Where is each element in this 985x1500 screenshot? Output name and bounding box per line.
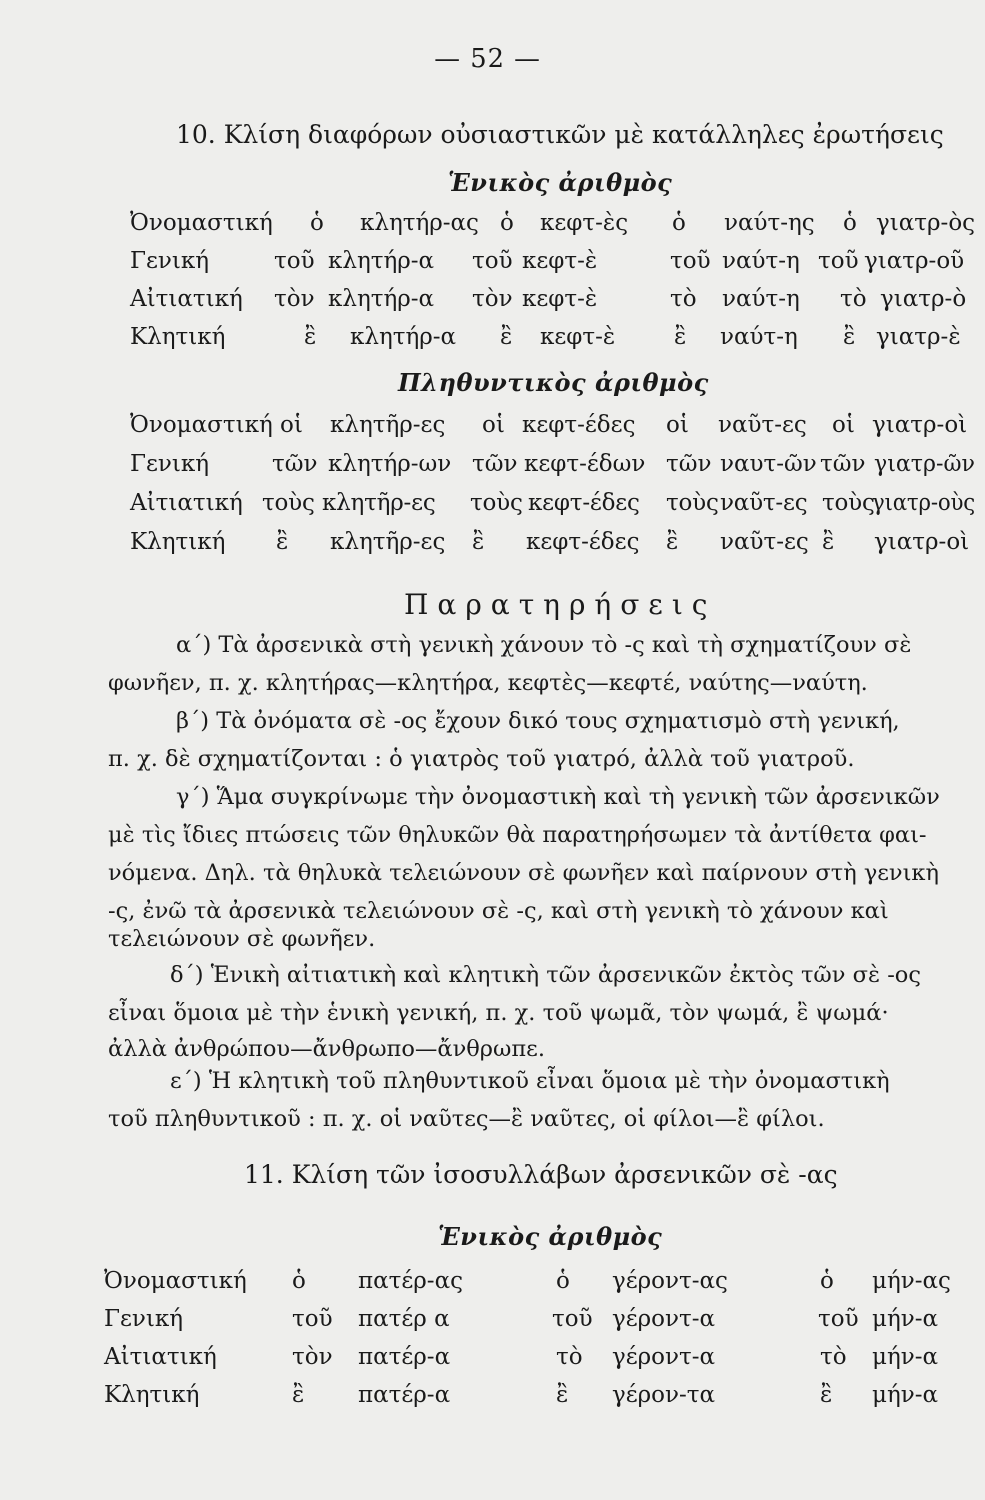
article: ἒ bbox=[472, 529, 485, 555]
paragraph-line: π. χ. δὲ σχηματίζονται : ὁ γιατρὸς τοῦ γιατρό, ἀλλὰ τοῦ γιατροῦ. bbox=[108, 746, 855, 772]
case-label: Κλητική bbox=[130, 324, 226, 350]
article: ἒ bbox=[500, 324, 513, 350]
article: ὁ bbox=[820, 1268, 834, 1294]
noun-form: ναύτ-ης bbox=[724, 210, 815, 236]
article: ὁ bbox=[292, 1268, 306, 1294]
observations-heading: Παρατηρήσεις bbox=[404, 588, 717, 621]
noun-form: μήν-α bbox=[872, 1306, 939, 1332]
article: τοὺς bbox=[470, 490, 523, 516]
noun-form: κεφτ-ὲ bbox=[540, 324, 616, 350]
article: οἱ bbox=[666, 412, 689, 438]
article: τῶν bbox=[272, 451, 318, 477]
article: τοῦ bbox=[292, 1306, 333, 1332]
article: ὁ bbox=[843, 210, 857, 236]
noun-form: πατέρ-ας bbox=[358, 1268, 463, 1294]
article: τὸν bbox=[292, 1344, 333, 1370]
noun-form: πατέρ-α bbox=[358, 1382, 451, 1408]
paragraph-line: τοῦ πληθυντικοῦ : π. χ. οἱ ναῦτες—ἒ ναῦτες, οἱ φίλοι—ἒ φίλοι. bbox=[108, 1106, 825, 1132]
noun-form: κλητῆρ-ες bbox=[322, 490, 436, 516]
noun-form: ναῦτ-ες bbox=[718, 412, 807, 438]
article: τὸν bbox=[274, 286, 315, 312]
article: τῶν bbox=[820, 451, 866, 477]
paragraph-line: δ΄) Ἑνικὴ αἰτιατικὴ καὶ κλητικὴ τῶν ἀρσενικῶν ἐκτὸς τῶν σὲ -ος bbox=[170, 962, 921, 988]
noun-form: κεφτ-έδων bbox=[524, 451, 646, 477]
noun-form: ναῦτ-ες bbox=[720, 529, 809, 555]
article: τοῦ bbox=[552, 1306, 593, 1332]
article: τοῦ bbox=[670, 248, 711, 274]
article: ἒ bbox=[843, 324, 856, 350]
noun-form: γιατρ-ὸ bbox=[880, 286, 967, 312]
noun-form: ναύτ-η bbox=[722, 248, 800, 274]
noun-form: γιατρ-ὸς bbox=[876, 210, 976, 236]
case-label: Ὀνομαστική bbox=[130, 412, 273, 438]
noun-form: μήν-α bbox=[872, 1344, 939, 1370]
paragraph-line: φωνῆεν, π. χ. κλητήρας—κλητήρα, κεφτὲς—κεφτέ, ναύτης—ναύτη. bbox=[108, 670, 868, 696]
article: ὁ bbox=[500, 210, 514, 236]
article: τοὺς bbox=[262, 490, 315, 516]
case-label: Αἰτιατική bbox=[130, 490, 243, 516]
noun-form: μήν-ας bbox=[872, 1268, 951, 1294]
article: τὸ bbox=[840, 286, 867, 312]
singular-heading-10: Ἑνικὸς ἀριθμὸς bbox=[448, 168, 673, 197]
article: τὸ bbox=[820, 1344, 847, 1370]
section-10-title: 10. Κλίση διαφόρων οὐσιαστικῶν μὲ κατάλληλες ἐρωτήσεις bbox=[176, 120, 944, 149]
noun-form: κλητῆρ-ες bbox=[330, 529, 446, 555]
article: τοῦ bbox=[472, 248, 513, 274]
case-label: Αἰτιατική bbox=[130, 286, 243, 312]
article: τὸ bbox=[670, 286, 697, 312]
noun-form: γιατρ-ῶν bbox=[874, 451, 975, 477]
noun-form: μήν-α bbox=[872, 1382, 939, 1408]
noun-form: κεφτ-ὲ bbox=[522, 248, 598, 274]
noun-form: γέροντ-α bbox=[612, 1344, 716, 1370]
paragraph-line: γ΄) Ἅμα συγκρίνωμε τὴν ὀνομαστικὴ καὶ τὴ γενικὴ τῶν ἀρσενικῶν bbox=[176, 784, 940, 810]
article: ἒ bbox=[276, 529, 289, 555]
noun-form: γέροντ-ας bbox=[612, 1268, 728, 1294]
article: τοὺς bbox=[822, 490, 875, 516]
noun-form: γιατρ-οὺς bbox=[872, 490, 976, 516]
article: τοὺς bbox=[666, 490, 719, 516]
noun-form: γιατρ-ὲ bbox=[876, 324, 961, 350]
article: ἒ bbox=[674, 324, 687, 350]
noun-form: γιατρ-οὶ bbox=[874, 529, 970, 555]
article: ἒ bbox=[822, 529, 835, 555]
case-label: Ὀνομαστική bbox=[130, 210, 273, 236]
paragraph-line: νόμενα. Δηλ. τὰ θηλυκὰ τελειώνουν σὲ φωνῆεν καὶ παίρνουν στὴ γενικὴ bbox=[108, 860, 939, 886]
article: οἱ bbox=[832, 412, 855, 438]
article: οἱ bbox=[280, 412, 303, 438]
article: τοῦ bbox=[818, 248, 859, 274]
noun-form: κλητήρ-ας bbox=[360, 210, 479, 236]
case-label: Γενική bbox=[104, 1306, 184, 1332]
article: τοῦ bbox=[274, 248, 315, 274]
noun-form: κεφτ-έδες bbox=[522, 412, 636, 438]
paragraph-line: ε΄) Ἡ κλητικὴ τοῦ πληθυντικοῦ εἶναι ὅμοια μὲ τὴν ὀνομαστικὴ bbox=[170, 1068, 890, 1094]
noun-form: κλητήρ-ων bbox=[328, 451, 452, 477]
noun-form: γέροντ-α bbox=[612, 1306, 716, 1332]
article: τοῦ bbox=[818, 1306, 859, 1332]
noun-form: κεφτ-έδες bbox=[528, 490, 640, 516]
noun-form: κλητῆρ-ες bbox=[330, 412, 446, 438]
paragraph-line: -ς, ἐνῶ τὰ ἀρσενικὰ τελειώνουν σὲ -ς, καὶ στὴ γενικὴ τὸ χάνουν καὶ bbox=[108, 898, 889, 924]
singular-heading-11: Ἑνικὸς ἀριθμὸς bbox=[438, 1222, 663, 1251]
article: ἒ bbox=[556, 1382, 569, 1408]
article: ὁ bbox=[672, 210, 686, 236]
article: ἒ bbox=[820, 1382, 833, 1408]
case-label: Κλητική bbox=[104, 1382, 200, 1408]
noun-form: ναυτ-ῶν bbox=[720, 451, 817, 477]
noun-form: γέρον-τα bbox=[612, 1382, 716, 1408]
paragraph-line: τελειώνουν σὲ φωνῆεν. bbox=[108, 926, 376, 952]
paragraph-line: α΄) Τὰ ἀρσενικὰ στὴ γενικὴ χάνουν τὸ -ς καὶ τὴ σχηματίζουν σὲ bbox=[176, 632, 912, 658]
noun-form: πατέρ-α bbox=[358, 1344, 451, 1370]
paragraph-line: ἀλλὰ ἀνθρώπου—ἄνθρωπο—ἄνθρωπε. bbox=[108, 1036, 545, 1062]
plural-heading-10: Πληθυντικὸς ἀριθμὸς bbox=[398, 368, 709, 397]
noun-form: ναύτ-η bbox=[720, 324, 798, 350]
noun-form: ναῦτ-ες bbox=[720, 490, 808, 516]
article: οἱ bbox=[482, 412, 505, 438]
noun-form: κλητήρ-α bbox=[328, 248, 435, 274]
noun-form: κλητήρ-α bbox=[350, 324, 457, 350]
paragraph-line: β΄) Τὰ ὀνόματα σὲ -ος ἔχουν δικό τους σχηματισμὸ στὴ γενική, bbox=[176, 708, 900, 734]
paragraph-line: εἶναι ὅμοια μὲ τὴν ἑνικὴ γενική, π. χ. τοῦ ψωμᾶ, τὸν ψωμά, ἒ ψωμά· bbox=[108, 1000, 889, 1026]
article: τῶν bbox=[472, 451, 518, 477]
case-label: Ὀνομαστική bbox=[104, 1268, 247, 1294]
article: ὁ bbox=[310, 210, 324, 236]
page-number: — 52 — bbox=[434, 44, 541, 74]
article: ὁ bbox=[556, 1268, 570, 1294]
noun-form: κλητήρ-α bbox=[328, 286, 435, 312]
article: τὸ bbox=[556, 1344, 583, 1370]
case-label: Κλητική bbox=[130, 529, 226, 555]
article: ἒ bbox=[304, 324, 317, 350]
case-label: Αἰτιατική bbox=[104, 1344, 217, 1370]
noun-form: κεφτ-ὲς bbox=[540, 210, 629, 236]
article: ἒ bbox=[666, 529, 679, 555]
noun-form: κεφτ-ὲ bbox=[522, 286, 598, 312]
case-label: Γενική bbox=[130, 248, 210, 274]
noun-form: πατέρ α bbox=[358, 1306, 450, 1332]
section-11-title: 11. Κλίση τῶν ἰσοσυλλάβων ἀρσενικῶν σὲ -ας bbox=[244, 1160, 838, 1189]
noun-form: γιατρ-οῦ bbox=[864, 248, 965, 274]
noun-form: ναύτ-η bbox=[722, 286, 800, 312]
article: τὸν bbox=[472, 286, 513, 312]
case-label: Γενική bbox=[130, 451, 210, 477]
noun-form: γιατρ-οὶ bbox=[872, 412, 968, 438]
article: τῶν bbox=[666, 451, 712, 477]
noun-form: κεφτ-έδες bbox=[526, 529, 640, 555]
paragraph-line: μὲ τὶς ἴδιες πτώσεις τῶν θηλυκῶν θὰ παρατηρήσωμεν τὰ ἀντίθετα φαι- bbox=[108, 822, 927, 848]
article: ἒ bbox=[292, 1382, 305, 1408]
